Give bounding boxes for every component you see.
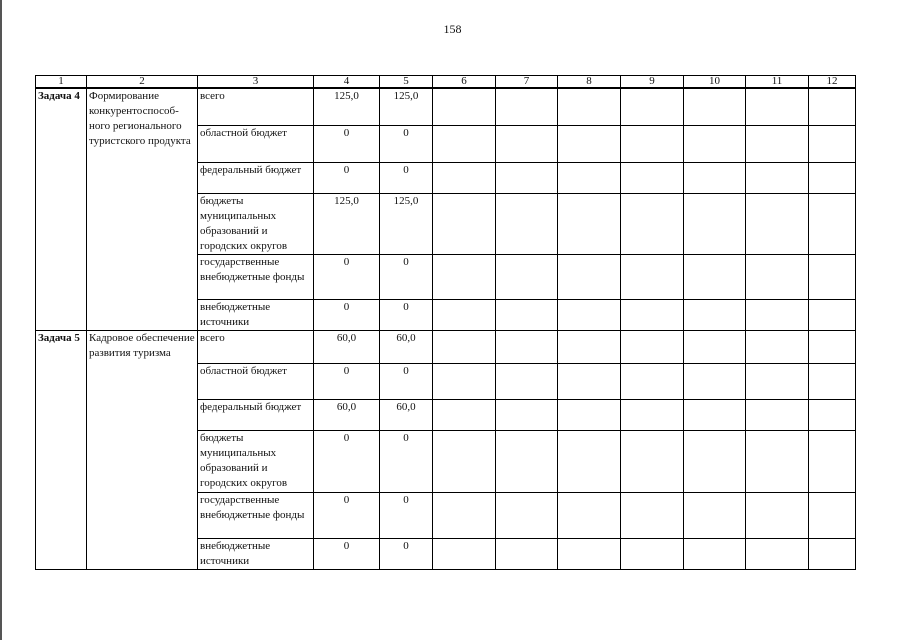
funding-source: всего bbox=[198, 88, 314, 125]
empty-cell bbox=[684, 193, 746, 254]
column-number: 1 bbox=[36, 76, 87, 89]
empty-cell bbox=[558, 330, 621, 363]
empty-cell bbox=[684, 162, 746, 193]
empty-cell bbox=[433, 330, 496, 363]
empty-cell bbox=[621, 430, 684, 492]
empty-cell bbox=[558, 125, 621, 162]
empty-cell bbox=[684, 299, 746, 330]
empty-cell bbox=[433, 254, 496, 299]
amount-cell: 0 bbox=[380, 430, 433, 492]
scan-edge bbox=[0, 0, 2, 640]
amount-cell: 0 bbox=[314, 125, 380, 162]
amount-cell: 125,0 bbox=[380, 193, 433, 254]
empty-cell bbox=[746, 299, 809, 330]
empty-cell bbox=[621, 88, 684, 125]
amount-cell: 125,0 bbox=[314, 193, 380, 254]
task-title: Кадровое обеспечение развития туризма bbox=[87, 330, 198, 569]
amount-cell: 0 bbox=[380, 363, 433, 399]
table-row bbox=[36, 88, 856, 125]
empty-cell bbox=[684, 254, 746, 299]
empty-cell bbox=[433, 193, 496, 254]
empty-cell bbox=[433, 492, 496, 538]
empty-cell bbox=[558, 162, 621, 193]
empty-cell bbox=[684, 330, 746, 363]
empty-cell bbox=[433, 125, 496, 162]
empty-cell bbox=[746, 330, 809, 363]
empty-cell bbox=[809, 299, 856, 330]
empty-cell bbox=[558, 430, 621, 492]
empty-cell bbox=[809, 254, 856, 299]
empty-cell bbox=[496, 193, 558, 254]
empty-cell bbox=[621, 492, 684, 538]
empty-cell bbox=[809, 193, 856, 254]
empty-cell bbox=[558, 492, 621, 538]
amount-cell: 0 bbox=[380, 125, 433, 162]
empty-cell bbox=[558, 399, 621, 430]
column-number: 9 bbox=[621, 76, 684, 89]
amount-cell: 0 bbox=[380, 492, 433, 538]
empty-cell bbox=[621, 193, 684, 254]
amount-cell: 0 bbox=[314, 492, 380, 538]
empty-cell bbox=[621, 254, 684, 299]
empty-cell bbox=[746, 492, 809, 538]
empty-cell bbox=[496, 538, 558, 569]
empty-cell bbox=[496, 254, 558, 299]
budget-table bbox=[35, 75, 856, 570]
amount-cell: 125,0 bbox=[314, 88, 380, 125]
empty-cell bbox=[433, 162, 496, 193]
empty-cell bbox=[746, 193, 809, 254]
empty-cell bbox=[746, 363, 809, 399]
column-number: 5 bbox=[380, 76, 433, 89]
amount-cell: 0 bbox=[380, 299, 433, 330]
empty-cell bbox=[496, 399, 558, 430]
empty-cell bbox=[433, 430, 496, 492]
empty-cell bbox=[684, 430, 746, 492]
funding-source: федеральный бюджет bbox=[198, 399, 314, 430]
empty-cell bbox=[809, 330, 856, 363]
funding-source: государственные внебюджетные фонды bbox=[198, 254, 314, 299]
empty-cell bbox=[433, 363, 496, 399]
column-number: 6 bbox=[433, 76, 496, 89]
amount-cell: 0 bbox=[380, 162, 433, 193]
amount-cell: 60,0 bbox=[380, 399, 433, 430]
funding-source: бюджеты муниципальных образований и городских округов bbox=[198, 430, 314, 492]
amount-cell: 0 bbox=[314, 430, 380, 492]
empty-cell bbox=[496, 299, 558, 330]
funding-source: областной бюджет bbox=[198, 125, 314, 162]
amount-cell: 0 bbox=[380, 254, 433, 299]
column-number: 10 bbox=[684, 76, 746, 89]
funding-source: всего bbox=[198, 330, 314, 363]
empty-cell bbox=[746, 88, 809, 125]
task-label: Задача 5 bbox=[36, 330, 87, 569]
empty-cell bbox=[558, 193, 621, 254]
empty-cell bbox=[496, 363, 558, 399]
empty-cell bbox=[809, 430, 856, 492]
empty-cell bbox=[558, 538, 621, 569]
empty-cell bbox=[433, 88, 496, 125]
funding-source: государственные внебюджетные фонды bbox=[198, 492, 314, 538]
empty-cell bbox=[746, 125, 809, 162]
empty-cell bbox=[809, 162, 856, 193]
column-number: 11 bbox=[746, 76, 809, 89]
column-number: 12 bbox=[809, 76, 856, 89]
column-number: 2 bbox=[87, 76, 198, 89]
empty-cell bbox=[496, 492, 558, 538]
amount-cell: 60,0 bbox=[314, 399, 380, 430]
empty-cell bbox=[746, 538, 809, 569]
empty-cell bbox=[558, 299, 621, 330]
amount-cell: 0 bbox=[314, 363, 380, 399]
empty-cell bbox=[621, 363, 684, 399]
amount-cell: 60,0 bbox=[380, 330, 433, 363]
empty-cell bbox=[746, 254, 809, 299]
column-number: 8 bbox=[558, 76, 621, 89]
empty-cell bbox=[496, 330, 558, 363]
amount-cell: 60,0 bbox=[314, 330, 380, 363]
task-title: Формирование конкурентоспособ-ного регионального туристского продукта bbox=[87, 88, 198, 330]
task-label: Задача 4 bbox=[36, 88, 87, 330]
empty-cell bbox=[746, 399, 809, 430]
empty-cell bbox=[809, 88, 856, 125]
page-number: 158 bbox=[443, 22, 462, 36]
column-number-row bbox=[36, 76, 856, 89]
empty-cell bbox=[746, 430, 809, 492]
empty-cell bbox=[809, 492, 856, 538]
empty-cell bbox=[433, 399, 496, 430]
amount-cell: 0 bbox=[314, 299, 380, 330]
empty-cell bbox=[621, 125, 684, 162]
empty-cell bbox=[496, 430, 558, 492]
funding-source: внебюджетные источники bbox=[198, 299, 314, 330]
empty-cell bbox=[558, 254, 621, 299]
empty-cell bbox=[809, 538, 856, 569]
empty-cell bbox=[684, 363, 746, 399]
empty-cell bbox=[558, 88, 621, 125]
empty-cell bbox=[621, 299, 684, 330]
funding-source: областной бюджет bbox=[198, 363, 314, 399]
empty-cell bbox=[496, 125, 558, 162]
table-row bbox=[36, 330, 856, 363]
amount-cell: 0 bbox=[314, 162, 380, 193]
amount-cell: 0 bbox=[314, 254, 380, 299]
empty-cell bbox=[496, 88, 558, 125]
empty-cell bbox=[684, 88, 746, 125]
empty-cell bbox=[558, 363, 621, 399]
empty-cell bbox=[809, 363, 856, 399]
amount-cell: 0 bbox=[380, 538, 433, 569]
funding-source: внебюджетные источники bbox=[198, 538, 314, 569]
empty-cell bbox=[621, 330, 684, 363]
empty-cell bbox=[621, 162, 684, 193]
empty-cell bbox=[684, 125, 746, 162]
empty-cell bbox=[433, 299, 496, 330]
empty-cell bbox=[621, 399, 684, 430]
funding-source: федеральный бюджет bbox=[198, 162, 314, 193]
column-number: 3 bbox=[198, 76, 314, 89]
empty-cell bbox=[809, 125, 856, 162]
empty-cell bbox=[809, 399, 856, 430]
empty-cell bbox=[684, 399, 746, 430]
empty-cell bbox=[433, 538, 496, 569]
empty-cell bbox=[496, 162, 558, 193]
funding-source: бюджеты муниципальных образований и городских округов bbox=[198, 193, 314, 254]
amount-cell: 125,0 bbox=[380, 88, 433, 125]
empty-cell bbox=[621, 538, 684, 569]
empty-cell bbox=[746, 162, 809, 193]
empty-cell bbox=[684, 492, 746, 538]
column-number: 7 bbox=[496, 76, 558, 89]
amount-cell: 0 bbox=[314, 538, 380, 569]
empty-cell bbox=[684, 538, 746, 569]
column-number: 4 bbox=[314, 76, 380, 89]
